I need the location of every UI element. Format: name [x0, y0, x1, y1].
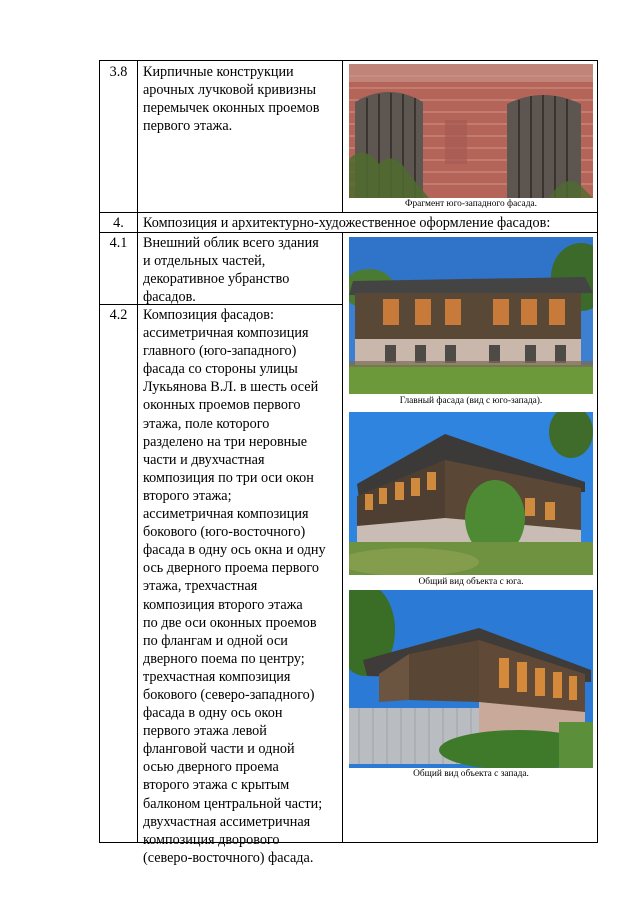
- photo-caption: Общий вид объекта с юга.: [418, 577, 524, 587]
- column-divider-photo-lower: [342, 232, 343, 843]
- row-number: 4.2: [109, 307, 128, 323]
- row-description: Композиция фасадов: ассиметричная композиция главного (юго-западного) фасада со стороны улицы Лукьянова В.Л. в шесть осей оконных проемов первого этажа, поле которого разделено на три неровные части и двухчастная композиция по три оси окон второго этажа; ассиметричная композиция бокового (юго-восточного) фасада в одну ось окна и одну ось дверного проема первого этажа, трехчастная композиция второго этажа по две оси оконных проемов по флангам и одной оси дверного поема по центру; трехчастная композиция бокового (северо-западного) фасада в одну ось окон первого этажа левой фланговой части и одной осью дверного проема второго этажа с крытым балконом центральной части; двухчастная ассиметричная композиция дворового (северо-восточного) фасада.: [143, 307, 326, 866]
- table-border-top: [99, 60, 598, 61]
- table-border-left: [99, 60, 100, 843]
- row-number: 3.8: [109, 64, 128, 80]
- table-border-right: [597, 60, 598, 843]
- photo-view-from-south: [349, 412, 593, 575]
- photo-caption: Фрагмент юго-западного фасада.: [405, 199, 537, 209]
- column-divider-photo-upper: [342, 60, 343, 212]
- photo-main-facade: [349, 237, 593, 394]
- row-description: Внешний облик всего здания и отдельных частей, декоративное убранство фасадов.: [143, 235, 319, 306]
- section-title: Композиция и архитектурно-художественное оформление фасадов:: [143, 215, 551, 231]
- photo-caption: Главный фасада (вид с юго-запада).: [399, 396, 543, 406]
- photo-brick-facade-fragment: [349, 64, 593, 198]
- row-number: 4.1: [109, 235, 128, 251]
- row-description: Кирпичные конструкции арочных лучковой кривизны перемычек оконных проемов первого этажа.: [143, 64, 320, 135]
- column-divider-number: [137, 60, 138, 843]
- photo-view-from-west: [349, 590, 593, 768]
- row-divider-1: [99, 212, 598, 213]
- section-number: 4.: [113, 215, 124, 231]
- row-divider-2: [99, 232, 598, 233]
- photo-caption: Общий вид объекта с запада.: [413, 769, 529, 779]
